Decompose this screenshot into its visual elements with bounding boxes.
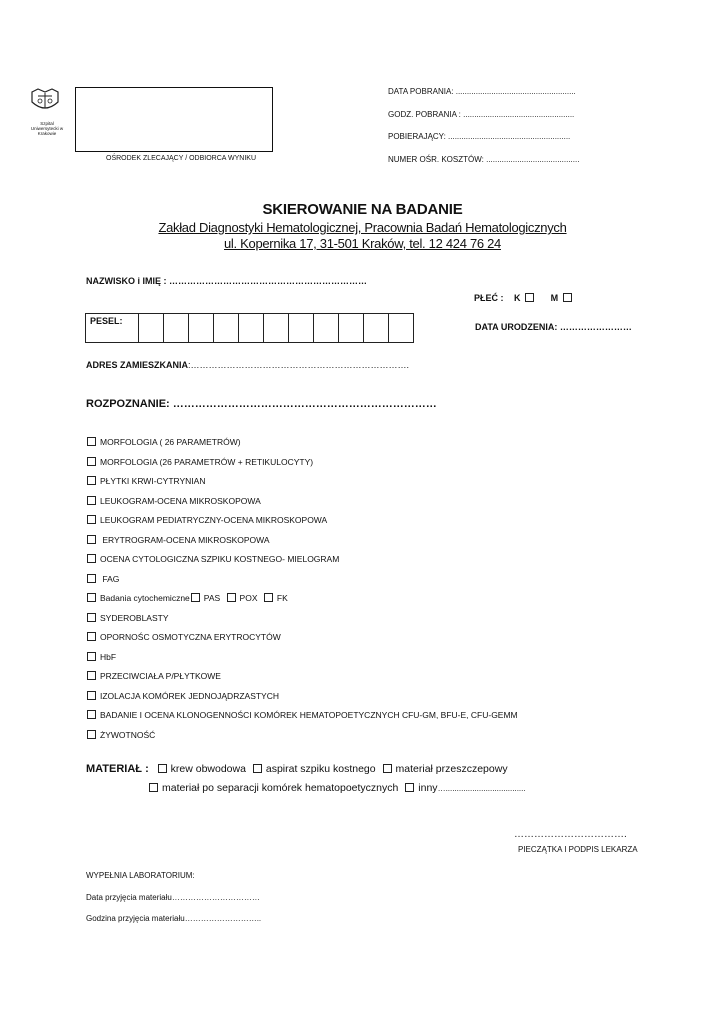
checkbox[interactable] <box>87 535 96 544</box>
signature-label: PIECZĄTKA I PODPIS LEKARZA <box>518 845 638 854</box>
checkbox[interactable] <box>87 554 96 563</box>
birth-date-field[interactable]: DATA URODZENIA: …………………… <box>475 322 632 332</box>
test-label: ŻYWOTNOŚĆ <box>100 730 156 740</box>
hospital-logo <box>28 88 68 136</box>
pesel-digit-cell[interactable] <box>314 314 339 343</box>
form-title: SKIEROWANIE NA BADANIE <box>262 201 463 218</box>
test-item[interactable] <box>87 476 205 486</box>
sex-label: PŁEĆ : <box>474 293 504 303</box>
test-item[interactable] <box>87 691 279 701</box>
material-row-2 <box>149 782 526 794</box>
test-label: LEUKOGRAM PEDIATRYCZNY-OCENA MIKROSKOPOWA <box>100 515 328 525</box>
address-label: ADRES ZAMIESZKANIA <box>86 360 189 370</box>
pesel-digit-cell[interactable] <box>164 314 189 343</box>
test-item-cytochemistry[interactable] <box>87 593 288 603</box>
logo-text: Szpital Uniwersytecki w Krakowie <box>30 121 64 136</box>
test-label: IZOLACJA KOMÓREK JEDNOJĄDRZASTYCH <box>100 691 279 701</box>
test-item[interactable] <box>87 496 261 506</box>
test-label: Badania cytochemiczne <box>100 593 190 603</box>
pesel-label: PESEL: <box>86 314 139 343</box>
test-label: BADANIE I OCENA KLONOGENNOŚCI KOMÓREK HEMATOPOETYCZNYCH CFU-GM, BFU-E, CFU-GEMM <box>100 710 518 720</box>
checkbox[interactable] <box>87 671 96 680</box>
pesel-digit-cell[interactable] <box>239 314 264 343</box>
sex-field <box>474 293 576 303</box>
checkbox[interactable] <box>87 515 96 524</box>
checkbox[interactable] <box>87 593 96 602</box>
material-received-date-field[interactable]: Data przyjęcia materiału…………………………… <box>86 893 260 902</box>
hospital-crest-icon <box>28 88 62 114</box>
test-label: ERYTROGRAM-OCENA MIKROSKOPOWA <box>100 535 270 545</box>
test-item[interactable] <box>87 554 339 564</box>
pesel-digit-cell[interactable] <box>339 314 364 343</box>
pesel-digit-cell[interactable] <box>139 314 164 343</box>
test-item[interactable] <box>87 457 313 467</box>
sex-k-label: K <box>514 293 521 303</box>
pesel-digit-cell[interactable] <box>364 314 389 343</box>
test-item[interactable] <box>87 671 221 681</box>
collection-time-field[interactable]: GODZ. POBRANIA : .................................................. <box>388 110 575 119</box>
test-label: PRZECIWCIAŁA P/PŁYTKOWE <box>100 671 221 681</box>
pox-checkbox[interactable] <box>227 593 236 602</box>
material-received-time-field[interactable]: Godzina przyjęcia materiału……………………….. <box>86 914 262 923</box>
separated-cells-label: materiał po separacji komórek hematopoetycznych <box>162 782 399 794</box>
test-item[interactable] <box>87 632 281 642</box>
pesel-digit-cell[interactable] <box>389 314 414 343</box>
address-field[interactable] <box>86 360 409 370</box>
fk-label: FK <box>276 593 288 603</box>
cost-center-field[interactable]: NUMER OŚR. KOSZTÓW: .......................................... <box>388 155 580 164</box>
test-label: MORFOLOGIA (26 PARAMETRÓW + RETIKULOCYTY) <box>100 457 314 467</box>
department-address: ul. Kopernika 17, 31-501 Kraków, tel. 12 424 76 24 <box>224 236 501 251</box>
diagnosis-field[interactable]: ROZPOZNANIE: ……………………………………………………………… <box>86 398 437 410</box>
checkbox[interactable] <box>87 691 96 700</box>
pesel-digit-cell[interactable] <box>264 314 289 343</box>
pas-label: PAS <box>203 593 221 603</box>
sex-k-checkbox[interactable] <box>525 293 534 302</box>
collection-date-field[interactable]: DATA POBRANIA: ...................................................... <box>388 87 576 96</box>
test-label: FAG <box>100 574 120 584</box>
signature-line[interactable]: ……………………………. <box>514 829 627 840</box>
sex-m-checkbox[interactable] <box>563 293 572 302</box>
material-row-1 <box>86 763 508 775</box>
checkbox[interactable] <box>87 457 96 466</box>
checkbox[interactable] <box>87 632 96 641</box>
test-label: MORFOLOGIA ( 26 PARAMETRÓW) <box>100 437 241 447</box>
patient-name-field[interactable]: NAZWISKO i IMIĘ : ………………………………………………………… <box>86 276 367 286</box>
bone-marrow-checkbox[interactable] <box>253 764 262 773</box>
other-material-dots: ….................................... <box>437 784 526 793</box>
material-label: MATERIAŁ : <box>86 763 149 775</box>
test-label: OPORNOŚC OSMOTYCZNA ERYTROCYTÓW <box>100 632 281 642</box>
test-label: OCENA CYTOLOGICZNA SZPIKU KOSTNEGO- MIELOGRAM <box>100 554 340 564</box>
whole-blood-checkbox[interactable] <box>158 764 167 773</box>
pesel-digit-cell[interactable] <box>214 314 239 343</box>
transplant-material-checkbox[interactable] <box>383 764 392 773</box>
test-item[interactable] <box>87 515 327 525</box>
checkbox[interactable] <box>87 613 96 622</box>
fk-checkbox[interactable] <box>264 593 273 602</box>
test-label: SYDEROBLASTY <box>100 613 169 623</box>
test-label: HbF <box>100 652 117 662</box>
ordering-unit-stamp-box[interactable] <box>75 87 273 152</box>
checkbox[interactable] <box>87 476 96 485</box>
test-label: LEUKOGRAM-OCENA MIKROSKOPOWA <box>100 496 261 506</box>
test-item[interactable] <box>87 710 518 720</box>
bone-marrow-label: aspirat szpiku kostnego <box>265 763 376 775</box>
pesel-digit-cell[interactable] <box>189 314 214 343</box>
whole-blood-label: krew obwodowa <box>170 763 246 775</box>
address-dots: :………………………………………………………………. <box>188 360 410 370</box>
transplant-material-label: materiał przeszczepowy <box>395 763 508 775</box>
lab-section-header: WYPEŁNIA LABORATORIUM: <box>86 871 195 880</box>
department-name: Zakład Diagnostyki Hematologicznej, Pracownia Badań Hematologicznych <box>158 220 567 235</box>
pesel-grid <box>85 313 414 343</box>
sex-m-label: M <box>550 293 559 303</box>
test-label: PŁYTKI KRWI-CYTRYNIAN <box>100 476 206 486</box>
pas-checkbox[interactable] <box>191 593 200 602</box>
stamp-caption: OŚRODEK ZLECAJĄCY / ODBIORCA WYNIKU <box>106 155 257 162</box>
checkbox[interactable] <box>87 652 96 661</box>
checkbox[interactable] <box>87 496 96 505</box>
test-item[interactable] <box>87 574 119 584</box>
pox-label: POX <box>239 593 258 603</box>
other-material-label: inny <box>418 782 438 794</box>
checkbox[interactable] <box>87 437 96 446</box>
separated-cells-checkbox[interactable] <box>149 783 158 792</box>
other-material-checkbox[interactable] <box>405 783 414 792</box>
checkbox[interactable] <box>87 710 96 719</box>
test-item[interactable] <box>87 437 241 447</box>
checkbox[interactable] <box>87 730 96 739</box>
checkbox[interactable] <box>87 574 96 583</box>
collector-field[interactable]: POBIERAJĄCY: ....................................................... <box>388 132 571 141</box>
test-item[interactable] <box>87 535 270 545</box>
test-item[interactable] <box>87 613 169 623</box>
test-item[interactable] <box>87 652 116 662</box>
test-item[interactable] <box>87 730 155 740</box>
pesel-digit-cell[interactable] <box>289 314 314 343</box>
